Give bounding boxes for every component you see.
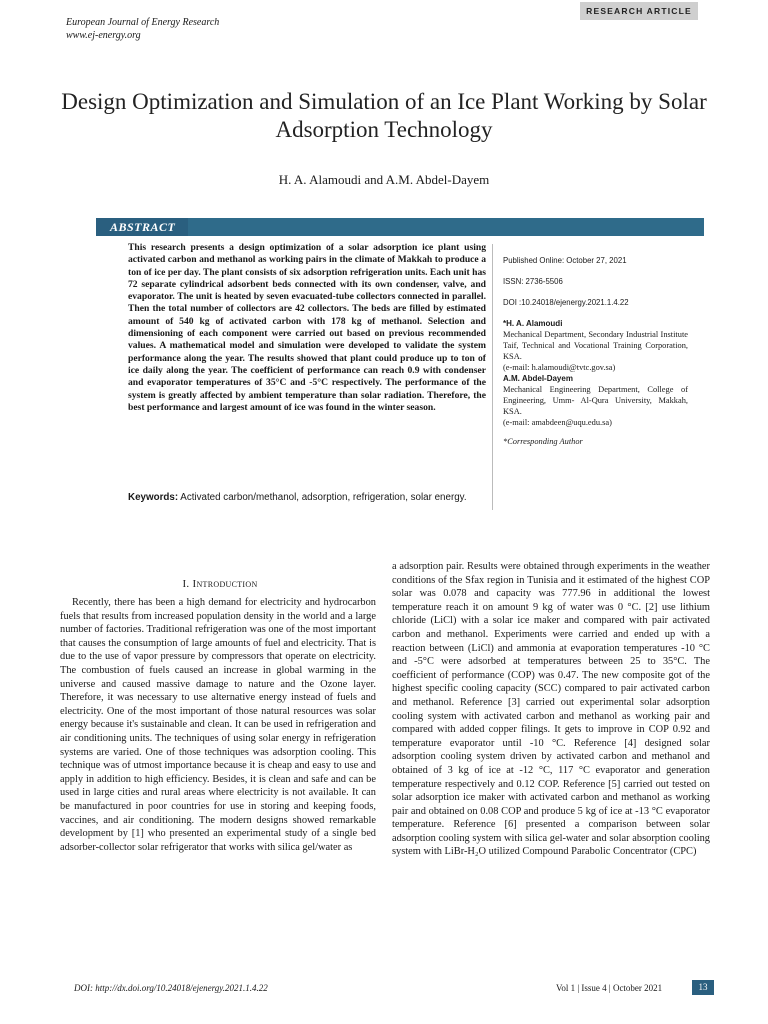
paper-title: Design Optimization and Simulation of an Ice Plant Working by Solar Adsorption Technology [61, 89, 707, 142]
abstract-bar-accent [188, 218, 704, 236]
author1-email[interactable]: (e-mail: h.alamoudi@tvtc.gov.sa) [503, 363, 616, 372]
article-info-sidebar [503, 255, 688, 447]
author1-affiliation: Mechanical Department, Secondary Industrial Institute Taif, Technical and Vocational Training Corporation, KSA. [503, 330, 688, 361]
author2-name: A.M. Abdel-Dayem [503, 374, 573, 383]
journal-header [66, 16, 219, 42]
journal-name: European Journal of Energy Research [66, 17, 220, 28]
corresponding-author-note: *Corresponding Author [503, 437, 583, 446]
keywords-label: Keywords: [128, 492, 179, 503]
journal-url[interactable]: www.ej-energy.org [66, 30, 141, 41]
author1-name: *H. A. Alamoudi [503, 319, 563, 328]
abstract-text: This research presents a design optimization of a solar adsorption ice plant using activated carbon and methanol as working pairs in the climate of Makkah to produce a ton of ice per day. The plant consists of six adsorption refrigeration units. Each unit has 72 separate cylindrical adsorbent beds connected with its own condenser, valve, and evaporator. The unit is heated by seven evacuated-tube collectors connected in parallel. Then the total number of collectors are 42 collectors. The beds are filled by estimated amount of 540 kg of activated carbon with 178 kg of methanol. Selection and dimensioning of each component were carried out based on previous recommended values. A mathematical model and simulation were developed to validate the system performance along the year. The results showed that plant could produce up to ton of ice daily along the year. The coefficient of performance can reach 0.9 with condenser and evaporator temperatures of 35°C and -5°C respectively. The performance of the system is greatly affected by ambient temperature than solar radiation. Therefore, the best performance and largest amount of ice was found in the winter season. [128, 242, 486, 413]
body-left-column: Recently, there has been a high demand for electricity and hydrocarbon fuels that results from increased population density in the world and a large number of factories. Traditional refrigeration was one of the most important that causes the consumption of large amounts of fuel and electricity. That is due to the use of vapor pressure by compressors that operate on electricity. The combustion of fuels caused an increase in global warming in the universe and caused massive damage to nature and the Ozone layer. Therefore, it was necessary to use alternative energy instead of fuels and electricity. One of the most important of those natural resources was solar energy because it's sustainable and clean. It can be used in refrigeration and air conditioning units. The techniques of using solar energy in refrigeration systems are varied. One of those techniques was adsorption cooling. This technique was of utmost importance because it is cheap and easy to use and apply in addition to high efficiency. Besides, it is clean and safe and can be used in large cities and rural areas where electricity is not available. It can be manufactured in poor countries for use in storing and keeping foods, vaccines, and air conditioning. The modern designs showed remarkable development by [1] who presented an experimental study of a single bed adsorber-collector solar refrigerator that works with silica gel/water as [60, 597, 376, 853]
issn: ISSN: 2736-5506 [503, 277, 563, 286]
article-type-badge: RESEARCH ARTICLE [580, 2, 698, 20]
abstract-label: ABSTRACT [110, 220, 176, 234]
footer-doi[interactable]: DOI: http://dx.doi.org/10.24018/ejenergy.2021.1.4.22 [74, 983, 268, 993]
author2-affiliation: Mechanical Engineering Department, College of Engineering, Umm- Al-Qura University, Makkah, KSA. [503, 385, 688, 416]
section-heading-introduction: I. Introduction [182, 578, 258, 590]
page-number: 13 [692, 980, 714, 995]
column-divider [492, 244, 493, 510]
footer-volume: Vol 1 | Issue 4 | October 2021 [556, 983, 663, 993]
author2-email[interactable]: (e-mail: amabdeen@uqu.edu.sa) [503, 418, 612, 427]
paper-authors: H. A. Alamoudi and A.M. Abdel-Dayem [278, 172, 490, 187]
keywords-list: Activated carbon/methanol, adsorption, refrigeration, solar energy. [180, 492, 467, 503]
keywords [128, 491, 486, 504]
doi-link[interactable]: DOI :10.24018/ejenergy.2021.1.4.22 [503, 298, 629, 307]
published-date: Published Online: October 27, 2021 [503, 256, 627, 265]
body-right-column: a adsorption pair. Results were obtained through experiments in the weather conditions of the Sfax region in Tunisia and it estimated of the highest COP solar was 0.078 and capacity was 777.96 in additional the lowest temperature reach it on amount 9 kg of water was 0 °C. [2] use lithium chloride (LiCl) with a solar ice maker and compared with pair activated carbon and methanol. Experiments were carried and ended up with a reaction between (LiCl) and ammonia at evaporation temperatures -10 °C and -5°C were adsorbed at temperatures between 25 to 35°C. The coefficient of performance (COP) was 0.47. The new composite got of the highest specific cooling capacity (SCC) compared to pair activated carbon and methanol. Reference [3] carried out experimental solar adsorption cooling system with activated carbon and methanol as working pair and compared with added copper filings. It gets to improve in COP 0.92 and temperature evaporator until -10 °C. Reference [4] designed solar adsorption cooling system driven by activated carbon and methanol and obtained of 3 kg of ice at -12 °C, 117 °C evaporator and generation temperature respectively and 0.12 COP. Reference [5] carried out tested on solar adsorption ice maker with activated carbon and methanol as working pair and obtained on 0.08 COP and produce 5 kg of ice at -13 °C evaporator temperature. Reference [6] presented a comparison between solar adsorption cooling system with silica gel-water and solar absorption cooling system with LiBr-H₂O utilized Compound Parabolic Concentrator (CPC) [392, 561, 710, 858]
